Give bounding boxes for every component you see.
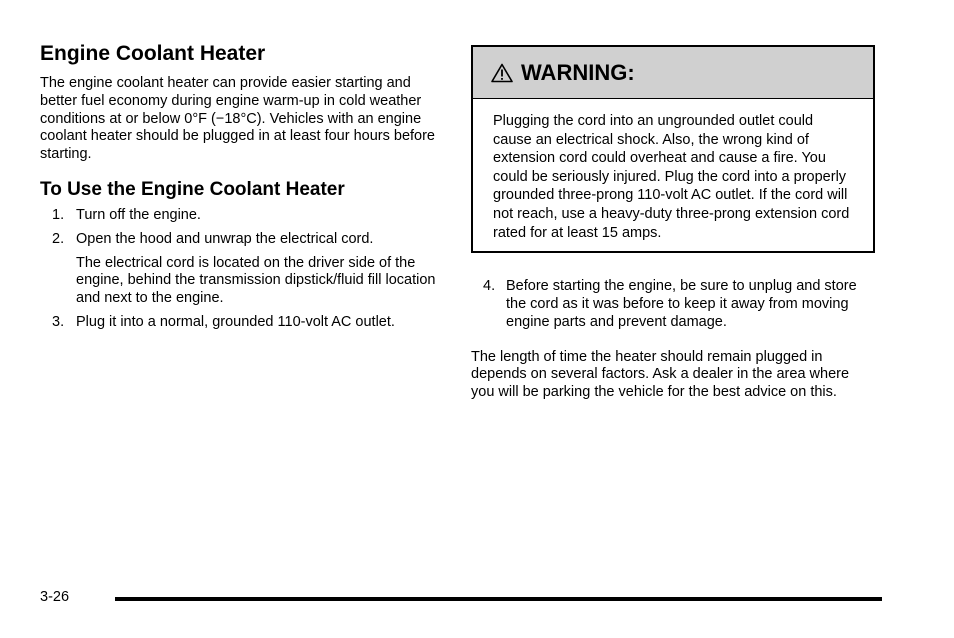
intro-paragraph: The engine coolant heater can provide easier starting and better fuel economy during engine warm-up in cold weather conditions at or below 0°F (−18°C). Vehicles with an engine coolant heater should be plugged in at least four hours before starting.	[40, 75, 435, 163]
closing-paragraph: The length of time the heater should remain plugged in depends on several factors. Ask a dealer in the area where you will be parking the vehicle for the best advice on this.	[471, 348, 850, 401]
list-item	[40, 207, 440, 225]
list-item	[471, 278, 875, 331]
warning-triangle-icon	[491, 63, 513, 83]
warning-text: Plugging the cord into an ungrounded outlet could cause an electrical shock. Also, the wrong kind of extension cord could overheat and cause a fire. You could be seriously injured. Plug the cord into a properly grounded three-prong 110-volt AC outlet. If the cord will not reach, use a heavy-duty three-prong extension cord rated for at least 15 amps.	[493, 113, 850, 241]
steps-list	[40, 207, 440, 332]
steps-list-continued	[471, 278, 875, 331]
footer-rule	[115, 597, 882, 601]
step-number: 3.	[52, 313, 65, 330]
left-column	[40, 42, 440, 338]
page-number: 3-26	[40, 589, 70, 605]
list-item	[40, 314, 440, 332]
right-column	[471, 45, 875, 402]
step-text: Plug it into a normal, grounded 110-volt AC outlet.	[76, 313, 395, 330]
warning-label: WARNING:	[521, 59, 635, 85]
step-note: The electrical cord is located on the driver side of the engine, behind the transmission dipstick/fluid fill location and next to the engine.	[76, 254, 436, 307]
warning-header	[473, 47, 873, 99]
step-number: 2.	[52, 230, 65, 247]
list-item	[40, 231, 440, 249]
section-title: Engine Coolant Heater	[40, 42, 266, 65]
step-text: Open the hood and unwrap the electrical cord.	[76, 230, 374, 247]
step-number: 1.	[52, 206, 65, 223]
step-number: 4.	[483, 278, 496, 295]
warning-box	[471, 45, 875, 253]
subsection-title: To Use the Engine Coolant Heater	[40, 178, 345, 200]
step-text: Before starting the engine, be sure to unplug and store the cord as it was before to keep it away from moving engine parts and prevent damage.	[506, 278, 857, 330]
step-text: Turn off the engine.	[76, 206, 201, 223]
